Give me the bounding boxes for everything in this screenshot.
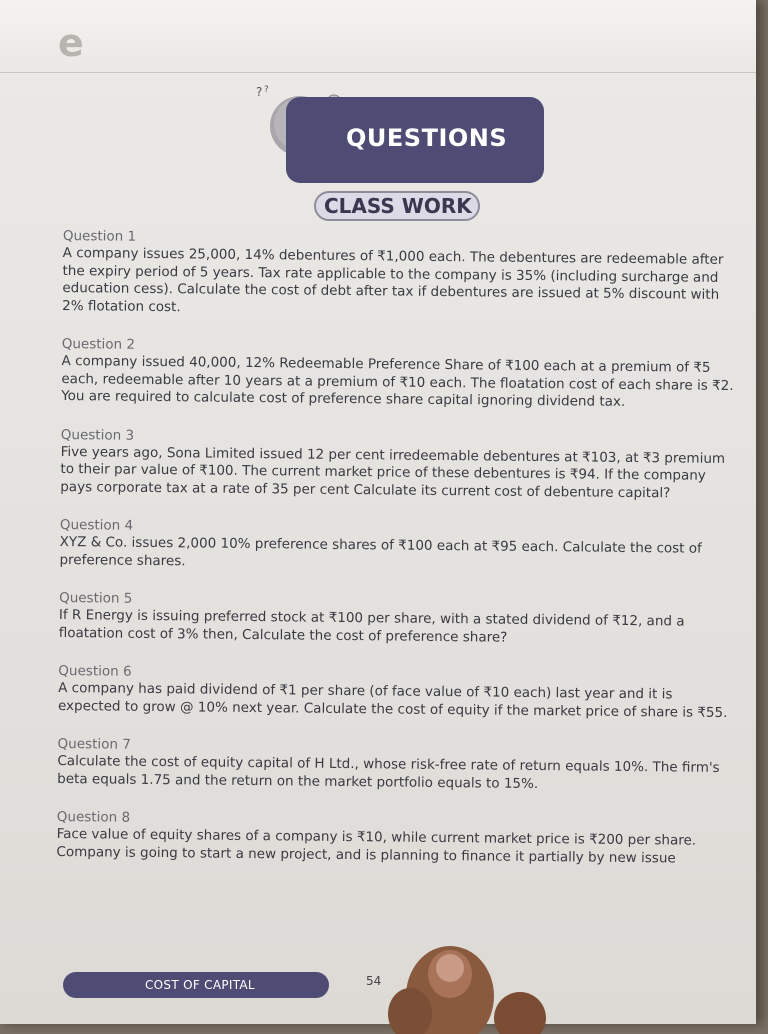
question-text [59,534,735,576]
question-paragraph: Calculate the cost of equity capital of H Ltd., whose risk-free rate of return equals 10%. The firm's beta equals 1.75 and the return on the market portfolio equals to 15%. [57,752,720,792]
question-paragraph: A company issued 40,000, 12% Redeemable Preference Share of ₹100 each at a premium of ₹5 each, redeemable after 10 years at a premium of ₹10 each. The floatation cost of each share is ₹2. [61,352,734,394]
questions-title: QUESTIONS [346,124,508,152]
question-item [59,516,736,576]
question-label: Question 3 [60,426,135,444]
question-label: Question 2 [61,335,136,353]
question-label: Question 4 [59,516,134,534]
question-text [60,443,737,503]
question-text [62,245,739,322]
chapter-title: COST OF CAPITAL [145,978,255,992]
question-text [58,680,734,722]
question-item [57,735,734,795]
questions-list [56,227,739,888]
question-item [62,227,739,322]
question-paragraph: Five years ago, Sona Limited issued 12 per cent irredeemable debentures at ₹103, at ₹3 premium to their par value of ₹100. The current market price of these debentures is ₹94. If the company pays corporate tax at a rate of 35 per cent Calculate its current cost of debenture capital? [60,443,726,501]
question-item [56,808,733,868]
class-work-label: CLASS WORK [324,194,472,218]
svg-text:?: ? [264,85,269,95]
page-header-band [0,0,756,73]
question-label: Question 1 [62,227,137,245]
question-item [59,589,736,649]
question-label: Question 6 [58,662,132,680]
question-paragraph: A company issues 25,000, 14% debentures of ₹1,000 each. The debentures are redeemable after the expiry period of 5 years. Tax rate applicable to the company is 35% (including surcharge and education cess). Calculate the cost of debt after tax if debentures are issued at 5% discount with 2% flotation cost. [62,244,724,315]
question-text [57,753,733,795]
fingertip-photo-icon [390,944,550,1034]
question-item [60,425,737,503]
question-text [61,353,738,413]
question-paragraph: You are required to calculate cost of preference share capital ignoring dividend tax. [61,387,626,410]
svg-text:?: ? [256,85,263,99]
question-item [58,662,735,722]
publisher-logo-icon: e [58,21,84,65]
question-paragraph: If R Energy is issuing preferred stock at ₹100 per share, with a stated dividend of ₹12, and a floatation cost of 3% then, Calculate the cost of preference share? [58,606,685,646]
question-item [61,335,738,413]
question-label: Question 7 [57,735,131,753]
question-paragraph: Face value of equity shares of a company is ₹10, while current market price is ₹200 per share. Company is going to start a new project, and is planning to finance it partially by new issue [56,825,697,866]
question-text [59,607,735,649]
question-paragraph: A company has paid dividend of ₹1 per share (of face value of ₹10 each) last year and it is expected to grow @ 10% next year. Calculate the cost of equity if the market price of share is ₹55. [57,679,728,721]
question-text [56,826,732,868]
page-number: 54 [366,974,382,988]
question-label: Question 8 [56,808,131,826]
question-label: Question 5 [59,589,133,607]
question-paragraph: XYZ & Co. issues 2,000 10% preference shares of ₹100 each at ₹95 each. Calculate the cost of preference shares. [59,533,702,569]
